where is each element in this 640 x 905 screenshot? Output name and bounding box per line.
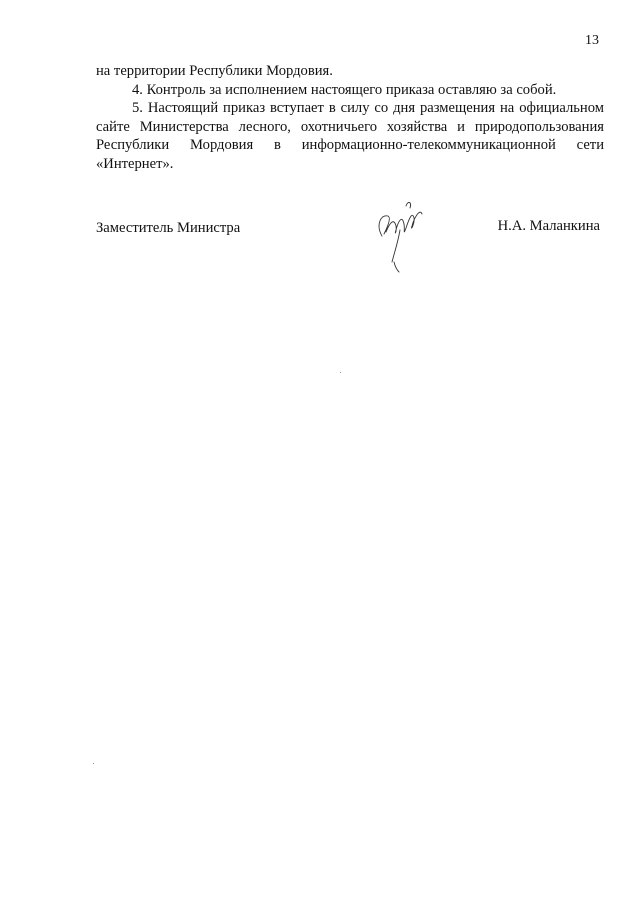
signer-name: Н.А. Маланкина bbox=[497, 218, 600, 234]
paragraph-continuation: на территории Республики Мордовия. bbox=[96, 63, 333, 79]
paragraph-item-4: 4. Контроль за исполнением настоящего приказа оставляю за собой. bbox=[132, 81, 557, 98]
paragraph-item-5: 5. Настоящий приказ вступает в силу со дня размещения на официальном сайте Министерства лесного, охотничьего хозяйства и природопользования Республики Мордовия в информационно-телекоммуникационной сети «Интернет». bbox=[96, 100, 604, 172]
scan-speck bbox=[340, 372, 341, 373]
document-body bbox=[96, 62, 604, 173]
signer-title: Заместитель Министра bbox=[96, 220, 241, 236]
handwritten-signature-icon bbox=[370, 196, 440, 276]
page-number: 13 bbox=[585, 33, 599, 48]
scan-speck bbox=[93, 763, 94, 764]
